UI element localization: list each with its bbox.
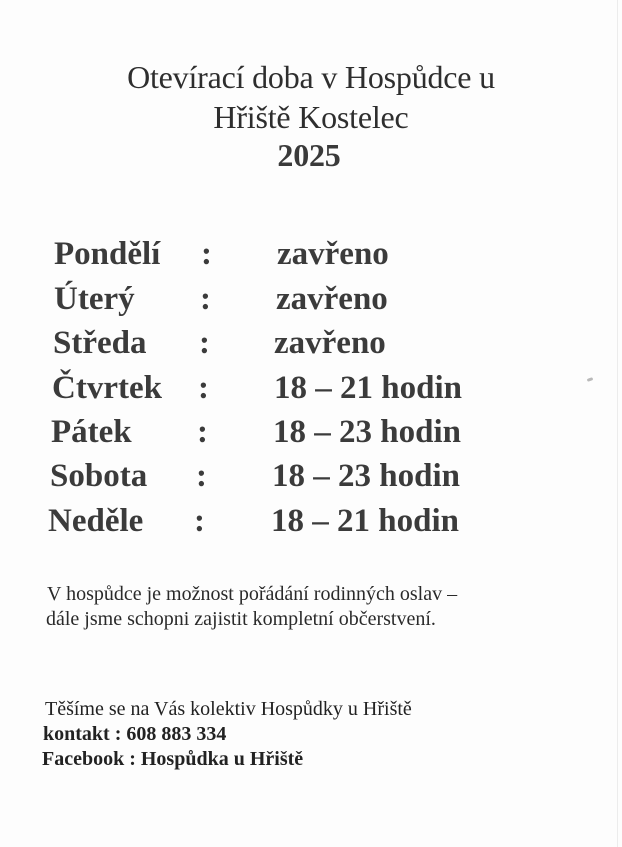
separator: : bbox=[196, 458, 207, 494]
contact-phone: kontakt : 608 883 334 bbox=[43, 723, 227, 745]
day-label: Sobota bbox=[50, 458, 148, 494]
hours-value: 18 – 23 hodin bbox=[272, 458, 460, 494]
separator: : bbox=[201, 236, 212, 272]
note-line-2: dále jsme schopni zajistit kompletní občerstvení. bbox=[46, 608, 436, 630]
hours-value: zavřeno bbox=[274, 325, 386, 361]
hours-value: 18 – 21 hodin bbox=[274, 370, 462, 406]
hours-value: 18 – 21 hodin bbox=[271, 503, 459, 539]
note-line-1: V hospůdce je možnost pořádání rodinných oslav – bbox=[47, 583, 458, 605]
day-label: Čtvrtek bbox=[52, 370, 162, 406]
hours-value: zavřeno bbox=[277, 236, 389, 272]
celebrations-note bbox=[47, 582, 567, 632]
greeting-text: Těšíme se na Vás kolektiv Hospůdky u Hřiště bbox=[45, 698, 412, 720]
separator: : bbox=[197, 414, 208, 450]
separator: : bbox=[200, 281, 211, 317]
title-year: 2025 bbox=[277, 137, 341, 173]
hours-value: 18 – 23 hodin bbox=[273, 414, 461, 450]
day-label: Neděle bbox=[48, 503, 144, 539]
separator: : bbox=[199, 325, 210, 361]
title-line-1: Otevírací doba v Hospůdce u bbox=[127, 59, 495, 95]
footer-contact-block bbox=[42, 697, 562, 772]
separator: : bbox=[198, 370, 209, 406]
scan-speck bbox=[587, 377, 594, 382]
day-label: Středa bbox=[53, 325, 147, 361]
page-title bbox=[0, 57, 622, 173]
day-label: Pondělí bbox=[54, 236, 161, 272]
day-label: Pátek bbox=[51, 414, 132, 450]
facebook-page: Facebook : Hospůdka u Hřiště bbox=[42, 748, 304, 770]
title-line-2: Hřiště Kostelec bbox=[213, 99, 409, 135]
separator: : bbox=[194, 503, 205, 539]
day-label: Úterý bbox=[54, 281, 135, 317]
hours-value: zavřeno bbox=[276, 281, 388, 317]
